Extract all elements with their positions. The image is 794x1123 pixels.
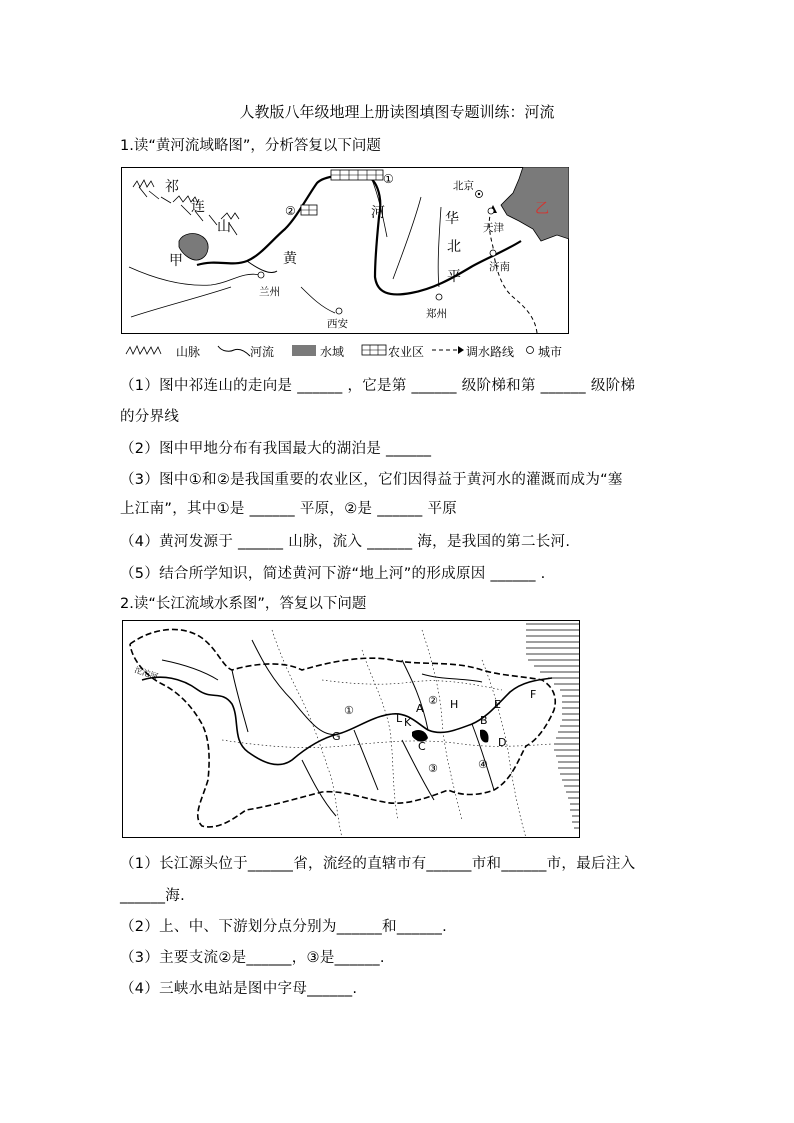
label-circle4: ④ [478, 758, 488, 771]
label-E: E [494, 698, 501, 711]
q1-line-3: （2）图中甲地分布有我国最大的湖泊是 ______ [120, 441, 432, 457]
label-zhengzhou: 郑州 [426, 308, 447, 320]
mountain-icon [126, 346, 161, 354]
q2-line-1: （1）长江源头位于______省，流经的直辖市有______市和______市，最后注入 [120, 856, 636, 872]
q1-line-4: （3）图中①和②是我国重要的农业区，它们因得益于黄河水的灌溉而成为“塞 [120, 472, 623, 488]
label-qi: 祁 [165, 179, 179, 195]
q2-line-4: （3）主要支流②是______，③是______. [120, 950, 385, 966]
q1-line-7: （5）结合所学知识，简述黄河下游“地上河”的形成原因 ______ . [120, 566, 546, 582]
label-G: G [332, 730, 341, 743]
label-circle2: ② [428, 694, 438, 707]
label-A: A [416, 702, 424, 715]
label-beijing: 北京 [453, 180, 474, 192]
tianjin-city [488, 208, 494, 214]
label-huang: 黄 [283, 251, 297, 267]
legend-farm: 农业区 [388, 345, 425, 359]
label-lanzhou: 兰州 [259, 286, 280, 298]
q1-line-1: （1）图中祁连山的走向是 ______ ，它是第 ______ 级阶梯和第 ______ 级阶梯 [120, 378, 636, 394]
label-L: L [396, 712, 403, 725]
yellow-river-map [121, 167, 569, 334]
label-circle2: ② [285, 204, 296, 218]
page-title: 人教版八年级地理上册读图填图专题训练：河流 [239, 103, 555, 121]
label-circle1: ① [383, 172, 394, 186]
yangtze-river-map [122, 620, 580, 838]
label-yi: 乙 [535, 201, 549, 217]
label-K: K [404, 716, 412, 729]
label-B: B [480, 714, 488, 727]
legend-water: 水域 [320, 345, 345, 359]
q2-line-5: （4）三峡水电站是图中字母______. [120, 981, 358, 997]
q1-line-5: 上江南”，其中①是 ______ 平原，②是 ______ 平原 [120, 501, 458, 517]
label-source: 沱沱河 [133, 665, 159, 682]
label-H: H [450, 698, 459, 711]
legend-route: 调水路线 [466, 345, 515, 359]
legend-city: 城市 [538, 345, 563, 359]
label-C: C [418, 740, 426, 753]
lanzhou-city [258, 272, 264, 278]
jinan-city [490, 250, 496, 256]
question-2-heading: 2.读“长江流域水系图”，答复以下问题 [120, 596, 367, 612]
label-hua: 华 [445, 211, 459, 227]
q2-line-3: （2）上、中、下游划分点分别为______和______. [120, 919, 448, 935]
label-xian: 西安 [327, 318, 348, 330]
farm-icon [362, 345, 386, 355]
label-tianjin: 天津 [483, 222, 504, 234]
river-icon [218, 346, 250, 356]
label-shan: 山 [217, 219, 231, 235]
label-jinan: 济南 [489, 261, 510, 273]
label-bei: 北 [447, 239, 461, 255]
label-he: 河 [371, 205, 385, 221]
water-icon [292, 345, 316, 356]
zhengzhou-city [436, 294, 442, 300]
question-1-heading: 1.读“黄河流域略图”，分析答复以下问题 [120, 138, 381, 154]
label-F: F [530, 688, 537, 701]
label-circle3: ③ [428, 762, 438, 775]
xian-city [336, 308, 342, 314]
label-lian: 连 [191, 199, 205, 215]
legend-river: 河流 [250, 345, 275, 359]
label-D: D [498, 736, 507, 749]
map-legend [122, 340, 582, 362]
label-jia: 甲 [169, 253, 183, 269]
q1-line-2: 的分界线 [120, 409, 180, 425]
q2-line-2: ______海. [120, 888, 186, 904]
city-icon [527, 347, 534, 354]
q1-line-6: （4）黄河发源于 ______ 山脉，流入 ______ 海，是我国的第二长河. [120, 534, 571, 550]
label-ping: 平 [447, 269, 461, 285]
label-circle1: ① [344, 704, 354, 717]
legend-mountain: 山脉 [176, 345, 201, 359]
